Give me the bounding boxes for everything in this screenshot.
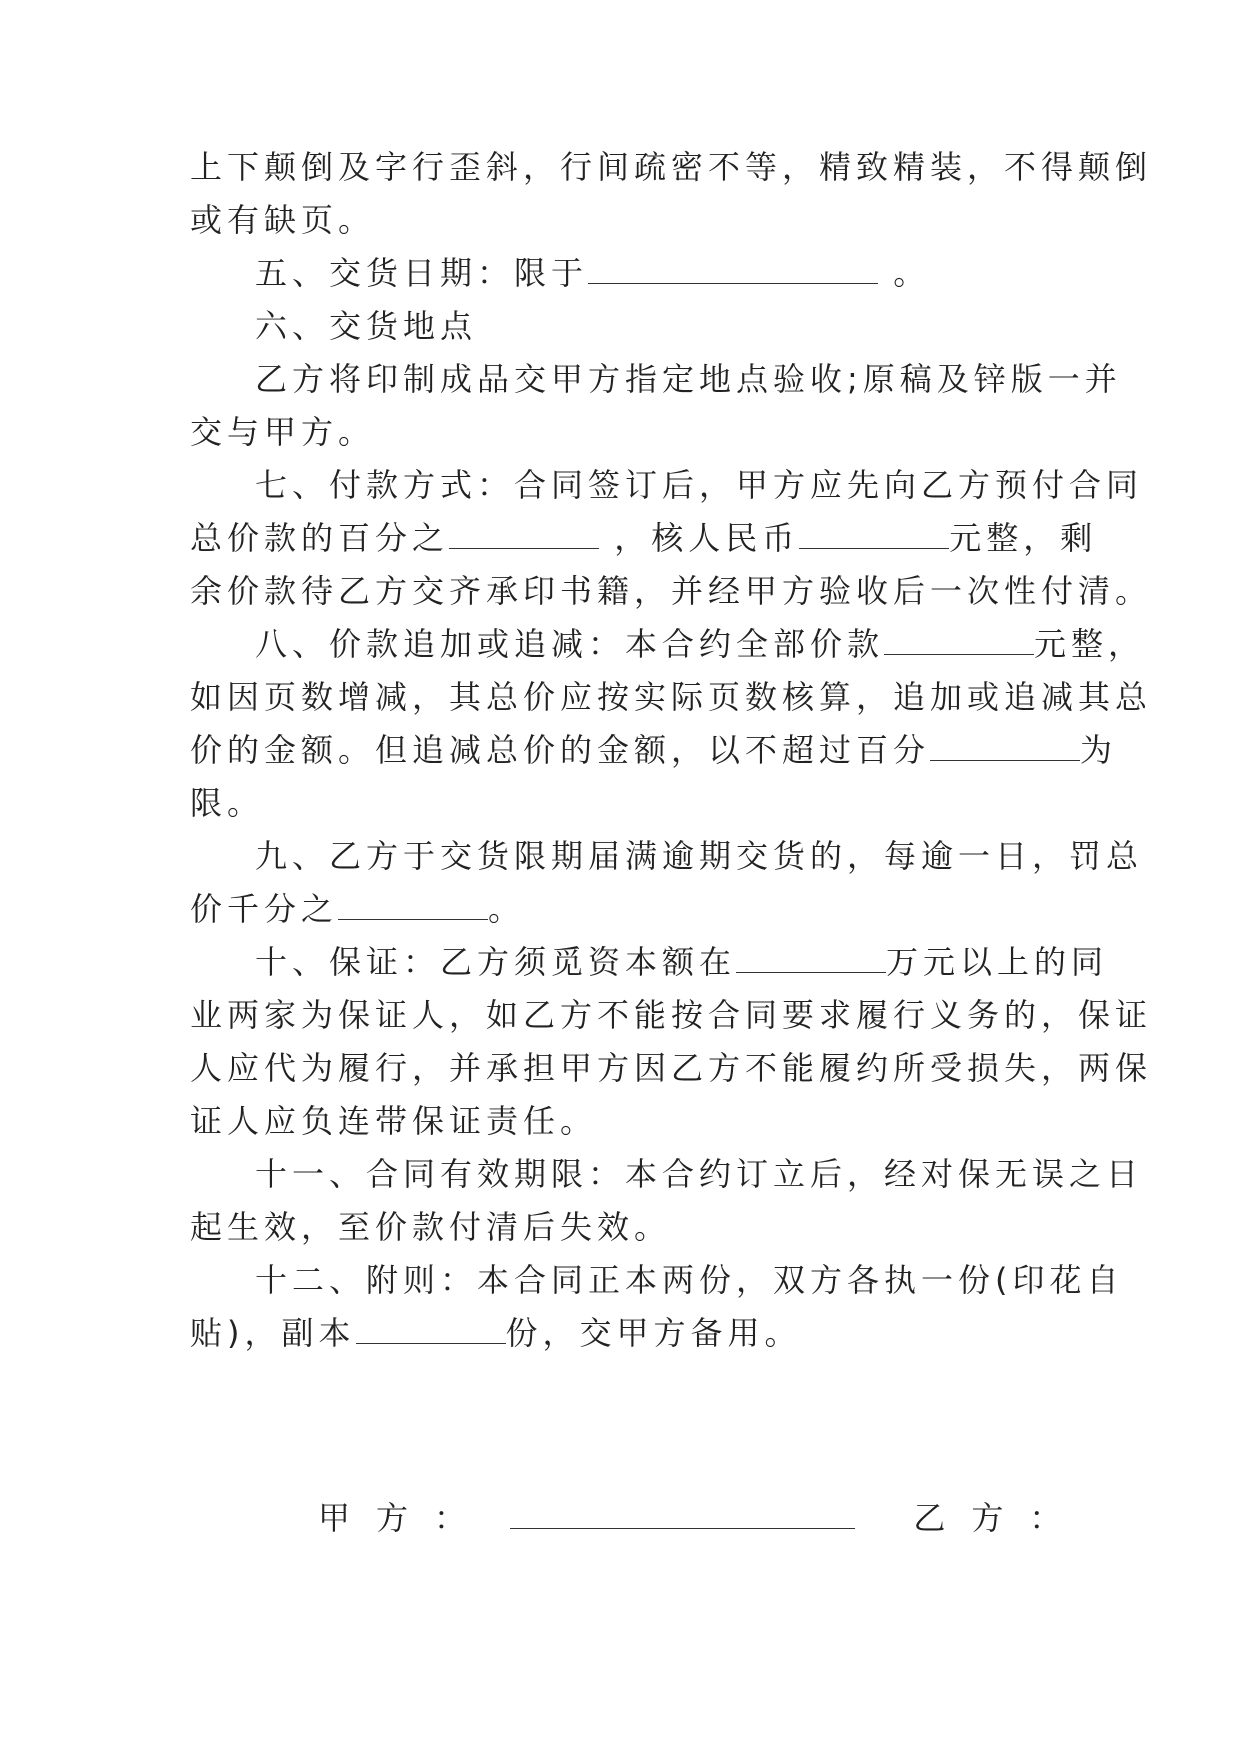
line-text: 人应代为履行，并承担甲方因乙方不能履约所受损失，两保 xyxy=(190,1049,1153,1087)
text-line xyxy=(190,147,1153,187)
line-text: 业两家为保证人，如乙方不能按合同要求履行义务的，保证 xyxy=(190,996,1153,1034)
penalty-line xyxy=(190,889,1090,929)
text-line xyxy=(190,571,1153,611)
text-line xyxy=(255,359,1155,399)
line-text: 十二、附则：本合同正本两份，双方各执一份(印花自 xyxy=(255,1261,1124,1299)
line-text: 十一、合同有效期限：本合约订立后，经对保无误之日 xyxy=(255,1155,1144,1193)
line-text: 价千分之 xyxy=(190,890,339,928)
amount-blank xyxy=(799,522,949,549)
capital-blank xyxy=(736,946,886,973)
text-line xyxy=(190,783,1090,823)
line-text: 五、交货日期：限于 xyxy=(255,254,589,292)
payment-line xyxy=(190,518,1098,558)
line-text: 或有缺页。 xyxy=(190,201,376,239)
line-text: 贴)，副本 xyxy=(190,1314,356,1352)
text-line xyxy=(190,677,1153,717)
line-text: 元整， xyxy=(1034,625,1146,663)
line-text: 为 xyxy=(1080,731,1118,769)
text-line xyxy=(255,1260,1155,1300)
line-text: 万元以上的同 xyxy=(886,943,1109,981)
line-text: 上下颠倒及字行歪斜，行间疏密不等，精致精装，不得颠倒 xyxy=(190,148,1153,186)
party-a-label: 甲方： xyxy=(318,1499,493,1537)
guarantee-line xyxy=(255,942,1155,982)
text-line xyxy=(255,1154,1155,1194)
line-text: 元整，剩 xyxy=(949,519,1098,557)
delivery-date-line xyxy=(255,253,1155,293)
reduction-percent-blank xyxy=(930,734,1080,761)
text-line xyxy=(190,412,1090,452)
line-text: 。 xyxy=(878,254,931,292)
reduction-line xyxy=(190,730,1118,770)
line-text: 起生效，至价款付清后失效。 xyxy=(190,1208,672,1246)
line-text: 乙方将印制成品交甲方指定地点验收;原稿及锌版一并 xyxy=(255,360,1122,398)
copies-blank xyxy=(356,1317,506,1344)
section-heading xyxy=(255,306,1155,346)
line-text: 。 xyxy=(488,890,526,928)
delivery-date-blank xyxy=(588,257,878,284)
text-line xyxy=(190,1101,1090,1141)
line-text: 七、付款方式：合同签订后，甲方应先向乙方预付合同 xyxy=(255,466,1144,504)
line-text: 六、交货地点 xyxy=(255,307,478,345)
copies-line xyxy=(190,1313,1090,1353)
line-text: 总价款的百分之 xyxy=(190,519,450,557)
line-text: ，核人民币 xyxy=(599,519,800,557)
line-text: 份，交甲方备用。 xyxy=(505,1314,802,1352)
total-price-blank xyxy=(884,628,1034,655)
penalty-blank xyxy=(338,893,488,920)
text-line xyxy=(190,1207,1090,1247)
line-text: 如因页数增减，其总价应按实际页数核算，追加或追减其总 xyxy=(190,678,1153,716)
signature-row xyxy=(318,1498,1088,1538)
party-a-signature-blank xyxy=(510,1502,855,1529)
line-text: 证人应负连带保证责任。 xyxy=(190,1102,598,1140)
line-text: 价的金额。但追减总价的金额，以不超过百分 xyxy=(190,731,931,769)
line-text: 九、乙方于交货限期届满逾期交货的，每逾一日，罚总 xyxy=(255,837,1144,875)
text-line xyxy=(255,836,1155,876)
text-line xyxy=(190,1048,1153,1088)
line-text: 余价款待乙方交齐承印书籍，并经甲方验收后一次性付清。 xyxy=(190,572,1153,610)
line-text: 八、价款追加或追减：本合约全部价款 xyxy=(255,625,885,663)
text-line xyxy=(255,465,1155,505)
line-text: 限。 xyxy=(190,784,265,822)
line-text: 十、保证：乙方须觅资本额在 xyxy=(255,943,737,981)
line-text: 交与甲方。 xyxy=(190,413,376,451)
text-line xyxy=(190,995,1153,1035)
percent-blank xyxy=(449,522,599,549)
text-line xyxy=(190,200,1090,240)
party-b-label: 乙方： xyxy=(913,1499,1088,1537)
price-line xyxy=(255,624,1155,664)
